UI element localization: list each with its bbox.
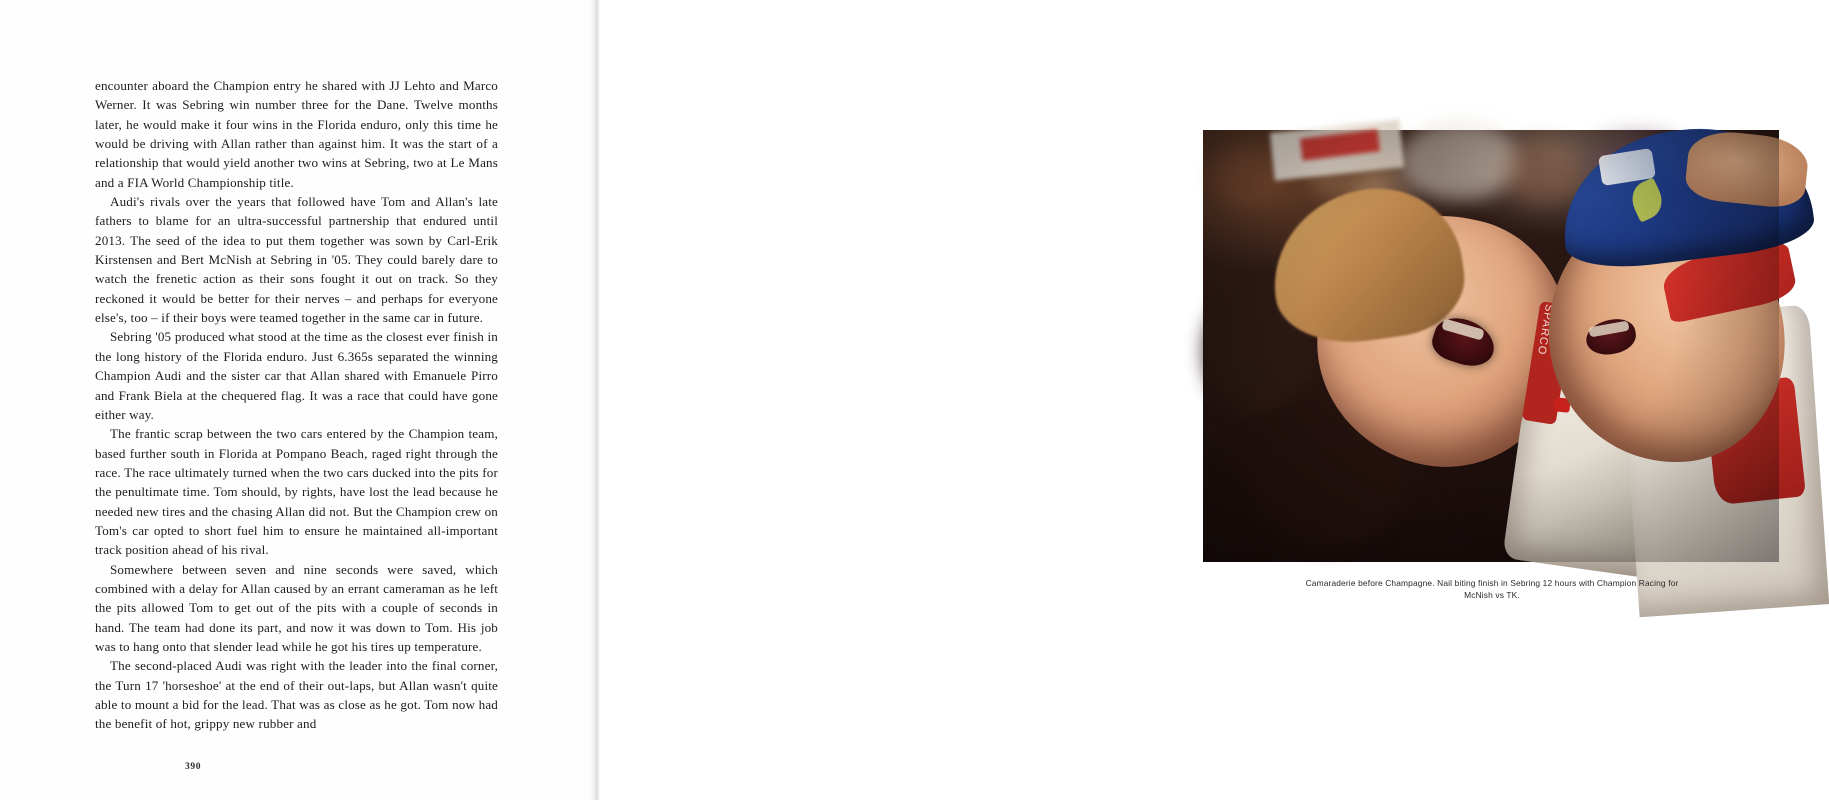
- paragraph: Sebring '05 produced what stood at the time as the closest ever finish in the long history of the Florida enduro. Just 6.365s separated the winning Champion Audi and the sister car that Allan shared with Emanuele Pirro and Frank Biela at the chequered flag. It was a race that could have gone either way.: [95, 329, 498, 422]
- page-number: 390: [185, 762, 202, 772]
- photo-backdrop: [1203, 130, 1779, 562]
- paragraph: Somewhere between seven and nine seconds were saved, which combined with a delay for Allan caused by an errant cameraman as he left the pits allowed Tom to get out of the pits with a couple of seconds in hand. The team had done its part, and now it was down to Tom. His job was to hang onto that slender lead while he got his tires up temperature.: [95, 561, 498, 654]
- paragraph: Audi's rivals over the years that followed have Tom and Allan's late fathers to blame for an ultra-successful partnership that endured until 2013. The seed of the idea to put them together was sown by Carl-Erik Kirstensen and Bert McNish at Sebring in '05. They could barely dare to watch the frenetic action as their sons fought it out on track. So they reckoned it would be better for their nerves – and perhaps for everyone else's, too – if their boys were teamed together in the same car in future.: [95, 194, 498, 326]
- body-text-column: [95, 76, 498, 734]
- photo-vignette: [1203, 130, 1779, 562]
- photo-caption: Camaraderie before Champagne. Nail biting finish in Sebring 12 hours with Champion Racing for McNish vs TK.: [1305, 578, 1679, 600]
- paragraph: The second-placed Audi was right with the leader into the final corner, the Turn 17 'horseshoe' at the end of their out-laps, but Allan wasn't quite able to mount a bid for the lead. That was as close as he got. Tom now had the benefit of hot, grippy new rubber and: [95, 658, 498, 732]
- right-page: [600, 0, 1679, 800]
- celebration-photo: [1203, 130, 1779, 562]
- paragraph: The frantic scrap between the two cars entered by the Champion team, based further south in Florida at Pompano Beach, raged right through the race. The race ultimately turned when the two cars ducked into the pits for the penultimate time. Tom should, by rights, have lost the lead because he needed new tires and the chasing Allan did not. But the Champion crew on Tom's car opted to short fuel him to ensure he maintained all-important track position ahead of his rival.: [95, 426, 498, 558]
- paragraph: encounter aboard the Champion entry he shared with JJ Lehto and Marco Werner. It was Sebring win number three for the Dane. Twelve months later, he would make it four wins in the Florida enduro, only this time he would be driving with Allan rather than against him. It was the start of a relationship that would yield another two wins at Sebring, two at Le Mans and a FIA World Championship title.: [95, 78, 498, 190]
- left-page: [0, 0, 600, 800]
- page-number-container: [95, 762, 498, 772]
